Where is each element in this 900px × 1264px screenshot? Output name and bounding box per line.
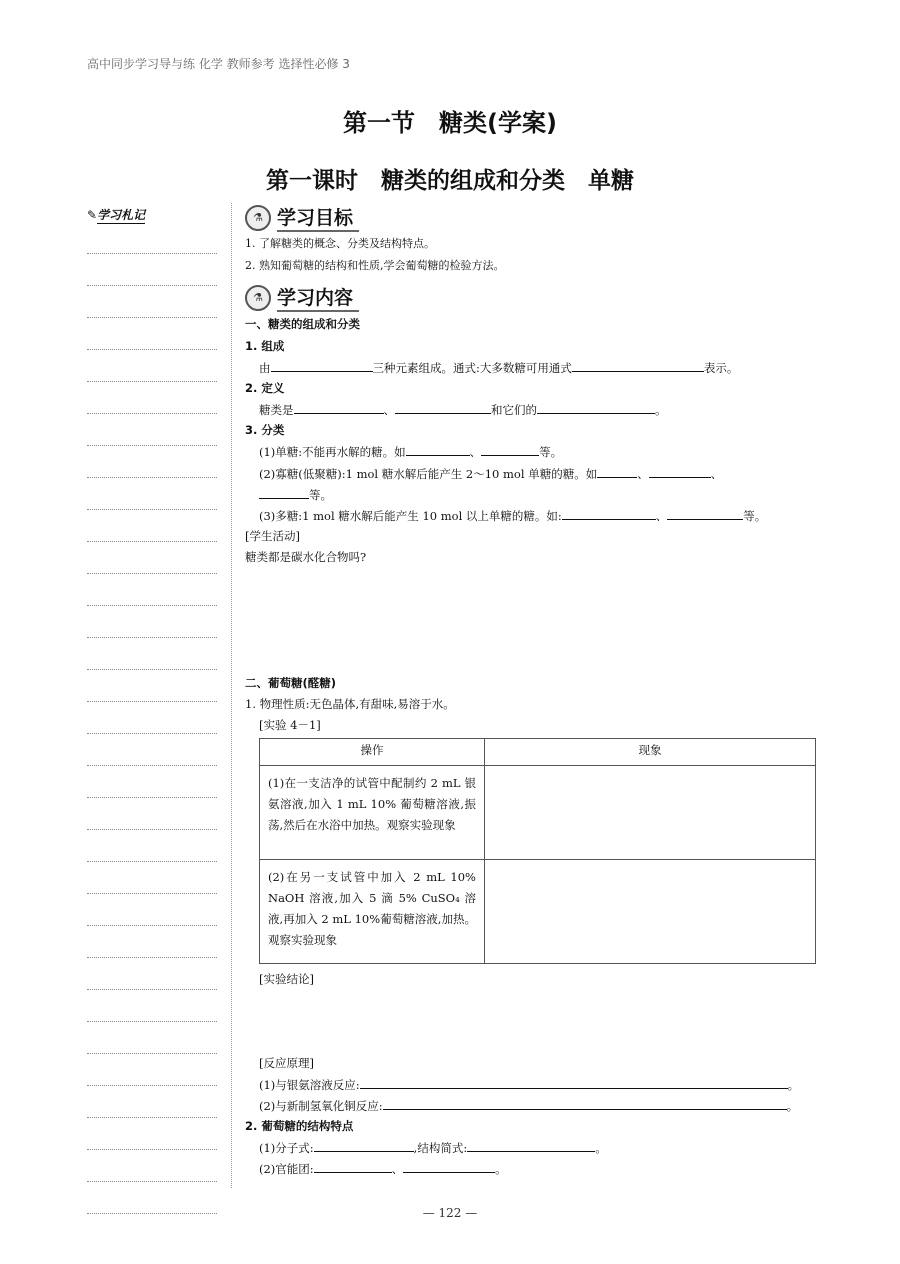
functional-groups-line: (2)官能团: 、 。 (259, 1158, 507, 1179)
blank-field[interactable] (537, 399, 655, 414)
page-number: — 122 — (422, 1206, 478, 1220)
note-line[interactable] (87, 286, 217, 318)
blank-field[interactable] (271, 357, 373, 372)
blank-field[interactable] (597, 463, 637, 478)
note-line[interactable] (87, 222, 217, 254)
note-line[interactable] (87, 414, 217, 446)
note-line[interactable] (87, 318, 217, 350)
activity-label: [学生活动] (245, 529, 300, 543)
note-line[interactable] (87, 254, 217, 286)
note-line[interactable] (87, 926, 217, 958)
table-row (260, 766, 816, 860)
blank-field[interactable] (314, 1137, 414, 1152)
note-line[interactable] (87, 1054, 217, 1086)
goal-item: 1. 了解糖类的概念、分类及结构特点。 (245, 237, 435, 250)
formula-line: (1)分子式: ,结构简式: 。 (259, 1137, 607, 1158)
note-line[interactable] (87, 1086, 217, 1118)
lesson-title: 第一课时 糖类的组成和分类 单糖 (266, 168, 634, 194)
blank-field[interactable] (360, 1074, 788, 1089)
note-line[interactable] (87, 670, 217, 702)
note-line[interactable] (87, 830, 217, 862)
note-line[interactable] (87, 542, 217, 574)
table-row (260, 860, 816, 964)
note-line[interactable] (87, 350, 217, 382)
experiment-label: [实验 4－1] (259, 718, 321, 732)
note-line[interactable] (87, 766, 217, 798)
goal-item: 2. 熟知葡萄糖的结构和性质,学会葡萄糖的检验方法。 (245, 259, 505, 272)
blank-field[interactable] (562, 505, 656, 520)
principle-label: [反应原理] (259, 1056, 314, 1070)
flask-icon: ⚗ (245, 285, 271, 311)
observation-cell[interactable] (485, 860, 816, 964)
note-line[interactable] (87, 1150, 217, 1182)
table-header: 现象 (485, 739, 816, 766)
column-divider (231, 203, 232, 1188)
composition-line: 由 三种元素组成。通式:大多数糖可用通式 表示。 (259, 357, 738, 378)
definition-line: 糖类是 、 和它们的 。 (259, 399, 667, 420)
note-line[interactable] (87, 382, 217, 414)
note-line[interactable] (87, 510, 217, 542)
note-line[interactable] (87, 606, 217, 638)
structure-title: 2. 葡萄糖的结构特点 (245, 1119, 354, 1133)
goals-heading: ⚗ 学习目标 (245, 203, 359, 232)
physical-properties: 1. 物理性质:无色晶体,有甜味,易溶于水。 (245, 697, 455, 711)
note-line[interactable] (87, 990, 217, 1022)
blank-field[interactable] (649, 463, 711, 478)
note-line[interactable] (87, 894, 217, 926)
activity-question: 糖类都是碳水化合物吗? (245, 550, 367, 564)
composition-title: 1. 组成 (245, 339, 285, 353)
blank-field[interactable] (406, 441, 470, 456)
blank-field[interactable] (259, 484, 309, 499)
blank-field[interactable] (314, 1158, 392, 1173)
classification-title: 3. 分类 (245, 423, 285, 437)
definition-title: 2. 定义 (245, 381, 285, 395)
note-line[interactable] (87, 798, 217, 830)
note-line[interactable] (87, 862, 217, 894)
blank-field[interactable] (481, 441, 539, 456)
blank-field[interactable] (395, 399, 491, 414)
table-header: 操作 (260, 739, 485, 766)
observation-cell[interactable] (485, 766, 816, 860)
blank-field[interactable] (667, 505, 743, 520)
flask-icon: ⚗ (245, 205, 271, 231)
principle-1: (1)与银氨溶液反应: 。 (259, 1074, 799, 1095)
note-line[interactable] (87, 958, 217, 990)
blank-field[interactable] (294, 399, 384, 414)
oligosaccharide-line: (2)寡糖(低聚糖):1 mol 糖水解后能产生 2～10 mol 单糖的糖。如 、 、 等。 (259, 463, 819, 505)
blank-field[interactable] (383, 1095, 787, 1110)
blank-field[interactable] (572, 357, 704, 372)
notes-column (87, 222, 217, 1214)
blank-field[interactable] (467, 1137, 595, 1152)
operation-cell: (2)在另一支试管中加入 2 mL 10% NaOH 溶液,加入 5 滴 5% CuSO₄ 溶液,再加入 2 mL 10%葡萄糖溶液,加热。观察实验现象 (260, 860, 485, 964)
note-line[interactable] (87, 446, 217, 478)
section-title: 第一节 糖类(学案) (343, 109, 557, 137)
note-line[interactable] (87, 638, 217, 670)
content-heading: ⚗ 学习内容 (245, 283, 359, 312)
monosaccharide-line: (1)单糖:不能再水解的糖。如 、 等。 (259, 441, 562, 462)
section-1-title: 一、糖类的组成和分类 (245, 317, 360, 331)
note-line[interactable] (87, 702, 217, 734)
experiment-table (259, 738, 816, 964)
note-line[interactable] (87, 1022, 217, 1054)
note-line[interactable] (87, 734, 217, 766)
polysaccharide-line: (3)多糖:1 mol 糖水解后能产生 10 mol 以上单糖的糖。如: 、 等。 (259, 505, 766, 526)
section-2-title: 二、葡萄糖(醛糖) (245, 676, 337, 690)
note-line[interactable] (87, 478, 217, 510)
table-header-row (260, 739, 816, 766)
operation-cell: (1)在一支洁净的试管中配制约 2 mL 银氨溶液,加入 1 mL 10% 葡萄糖溶液,振荡,然后在水浴中加热。观察实验现象 (260, 766, 485, 860)
blank-field[interactable] (403, 1158, 495, 1173)
book-header: 高中同步学习导与练 化学 教师参考 选择性必修 3 (87, 57, 350, 71)
note-line[interactable] (87, 1118, 217, 1150)
notes-heading: ✎学习札记 (87, 208, 146, 222)
note-line[interactable] (87, 574, 217, 606)
conclusion-label: [实验结论] (259, 972, 314, 986)
principle-2: (2)与新制氢氧化铜反应: 。 (259, 1095, 798, 1116)
